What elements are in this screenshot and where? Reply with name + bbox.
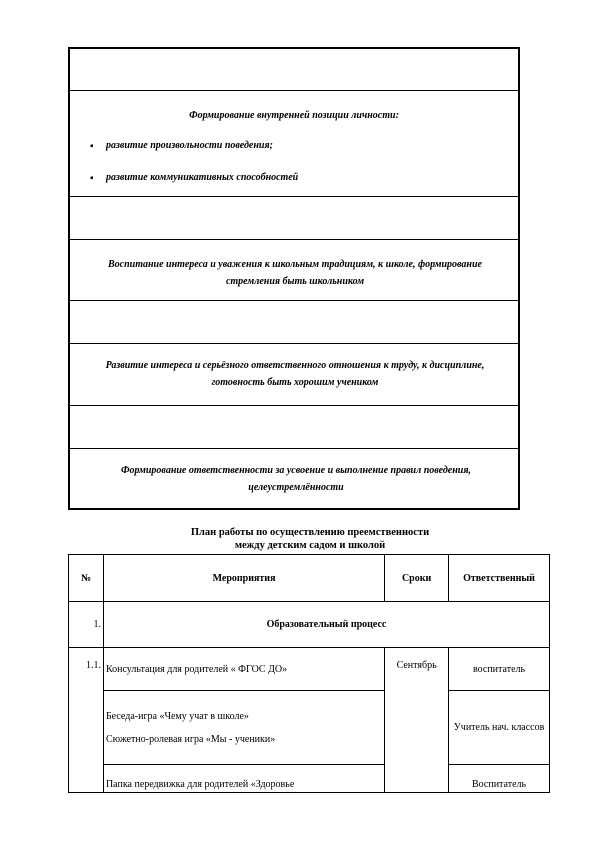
divider xyxy=(70,300,518,301)
goals-box xyxy=(68,47,520,510)
divider xyxy=(70,343,518,344)
row-responsible: Учитель нач. классов xyxy=(449,691,550,765)
section-num: 1. xyxy=(69,602,104,648)
divider xyxy=(70,196,518,197)
table-row xyxy=(69,691,550,765)
row-event xyxy=(103,691,384,765)
section-row xyxy=(69,602,550,648)
table-row xyxy=(69,648,550,691)
row-date: Сентябрь xyxy=(385,648,449,793)
divider xyxy=(70,239,518,240)
goal-title: Формирование внутренней позиции личности: xyxy=(189,110,399,121)
row-event: Папка передвижка для родителей «Здоровье xyxy=(103,765,384,793)
row-responsible: Воспитатель xyxy=(449,765,550,793)
bullet-icon: ▪ xyxy=(90,173,94,184)
header-events: Мероприятия xyxy=(103,555,384,602)
divider xyxy=(70,448,518,449)
row-responsible: воспитатель xyxy=(449,648,550,691)
plan-title-line2: между детским садом и школой xyxy=(234,540,386,551)
plan-table xyxy=(68,554,550,793)
bullet-icon: ▪ xyxy=(90,141,94,152)
header-responsible: Ответственный xyxy=(449,555,550,602)
divider xyxy=(70,90,518,91)
header-num: № xyxy=(69,555,104,602)
table-header-row xyxy=(69,555,550,602)
table-row xyxy=(69,765,550,793)
row-event: Консультация для родителей « ФГОС ДО» xyxy=(103,648,384,691)
bullet-item: развитие коммуникативных способностей xyxy=(106,172,299,183)
goal-4: Формирование ответственности за усвоение и выполнение правил поведения, целеустремлённости xyxy=(121,465,471,493)
goal-3: Развитие интереса и серьёзного ответственного отношения к труду, к дисциплине, готовность быть хорошим учеником xyxy=(105,360,485,388)
row-num: 1.1. xyxy=(69,648,104,793)
row-event-line: Беседа-игра «Чему учат в школе» xyxy=(105,710,249,722)
plan-title-line1: План работы по осуществлению преемственности xyxy=(190,527,430,538)
header-dates: Сроки xyxy=(385,555,449,602)
bullet-item: развитие произвольности поведения; xyxy=(106,140,273,151)
goal-2: Воспитание интереса и уважения к школьным традициям, к школе, формирование стремления быть школьником xyxy=(108,259,482,287)
plan-title xyxy=(100,526,520,552)
section-title: Образовательный процесс xyxy=(103,602,549,648)
row-event-line: Сюжетно-ролевая игра «Мы - ученики» xyxy=(105,733,276,745)
divider xyxy=(70,405,518,406)
